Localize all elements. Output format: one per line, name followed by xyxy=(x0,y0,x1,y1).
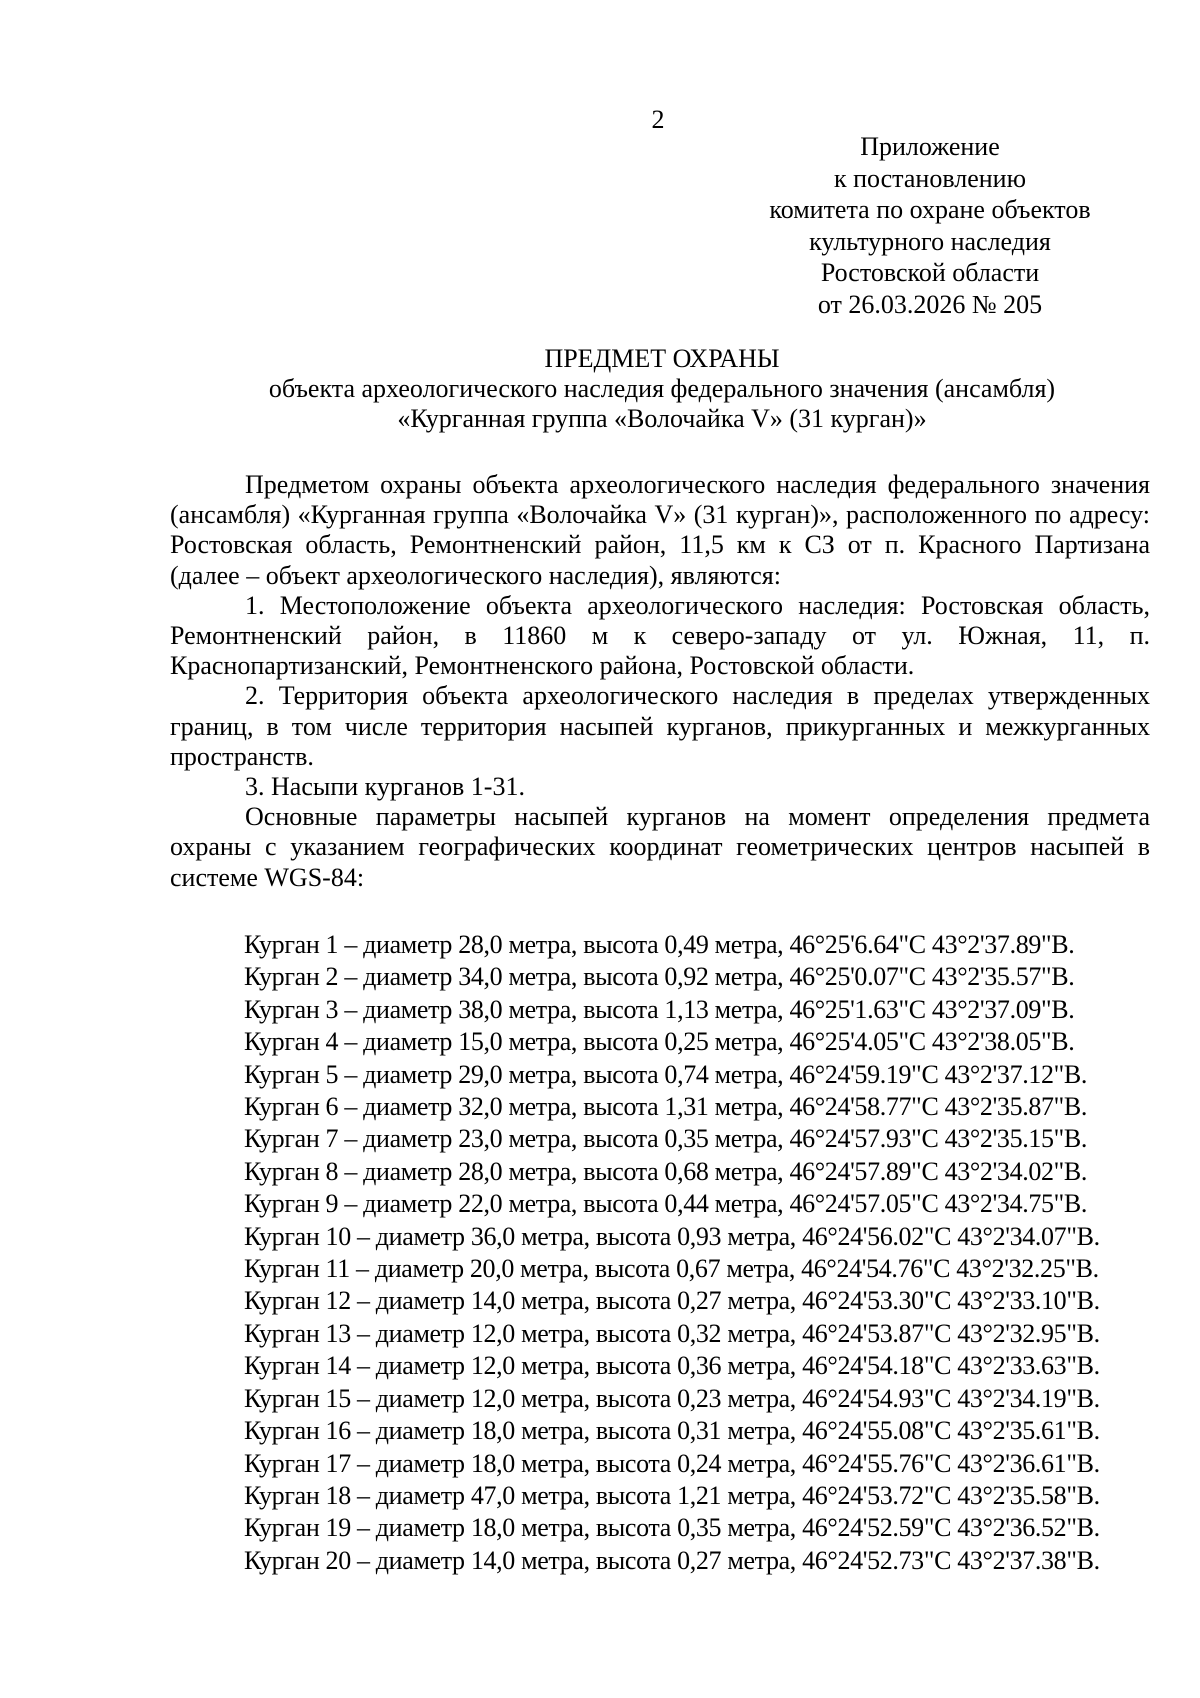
appendix-header xyxy=(720,131,1140,320)
kurgan-list-item: Курган 19 – диаметр 18,0 метра, высота 0,35 метра, 46°24'52.59"С 43°2'36.52"В. xyxy=(244,1513,1100,1543)
page-number: 2 xyxy=(651,105,665,134)
appendix-line: Приложение xyxy=(860,132,1000,161)
appendix-line: к постановлению xyxy=(833,163,1027,193)
kurgan-list-item: Курган 1 – диаметр 28,0 метра, высота 0,49 метра, 46°25'6.64"С 43°2'37.89"В. xyxy=(244,930,1075,959)
kurgan-list-item: Курган 4 – диаметр 15,0 метра, высота 0,25 метра, 46°25'4.05"С 43°2'38.05"В. xyxy=(244,1027,1075,1057)
kurgan-list-item: Курган 8 – диаметр 28,0 метра, высота 0,68 метра, 46°24'57.89"С 43°2'34.02"В. xyxy=(244,1156,1088,1186)
appendix-line: комитета по охране объектов xyxy=(769,195,1091,224)
body-text xyxy=(170,470,1150,893)
kurgan-list-item: Курган 2 – диаметр 34,0 метра, высота 0,92 метра, 46°25'0.07"С 43°2'35.57"В. xyxy=(244,962,1075,992)
kurgan-list xyxy=(244,929,1144,1577)
kurgan-list-item: Курган 16 – диаметр 18,0 метра, высота 0,31 метра, 46°24'55.08"С 43°2'35.61"В. xyxy=(244,1416,1100,1446)
appendix-line: Ростовской области xyxy=(820,258,1040,287)
kurgan-list-item: Курган 6 – диаметр 32,0 метра, высота 1,31 метра, 46°24'58.77"С 43°2'35.87"В. xyxy=(244,1092,1088,1122)
kurgan-list-item: Курган 15 – диаметр 12,0 метра, высота 0,23 метра, 46°24'54.93"С 43°2'34.19"В. xyxy=(244,1383,1100,1413)
appendix-line: культурного наследия xyxy=(809,226,1051,256)
kurgan-list-item: Курган 7 – диаметр 23,0 метра, высота 0,35 метра, 46°24'57.93"С 43°2'35.15"В. xyxy=(244,1124,1088,1154)
kurgan-list-item: Курган 14 – диаметр 12,0 метра, высота 0,36 метра, 46°24'54.18"С 43°2'33.63"В. xyxy=(244,1351,1100,1381)
parameters-intro-paragraph: Основные параметры насыпей курганов на момент определения предмета охраны с указанием географических координат геометрических центров насыпей в системе WGS-84: xyxy=(170,802,1150,892)
kurgan-list-item: Курган 12 – диаметр 14,0 метра, высота 0,27 метра, 46°24'53.30"С 43°2'33.10"В. xyxy=(244,1286,1100,1316)
kurgan-list-item: Курган 11 – диаметр 20,0 метра, высота 0,67 метра, 46°24'54.76"С 43°2'32.25"В. xyxy=(244,1254,1099,1284)
kurgan-list-item: Курган 18 – диаметр 47,0 метра, высота 1,21 метра, 46°24'53.72"С 43°2'35.58"В. xyxy=(244,1480,1100,1510)
item-territory-paragraph: 2. Территория объекта археологического наследия в пределах утвержденных границ, в том числе территория насыпей курганов, прикурганных и межкурганных пространств. xyxy=(170,681,1150,771)
intro-paragraph: Предметом охраны объекта археологического наследия федерального значения (ансамбля) «Курганная группа «Волочайка V» (31 курган)», расположенного по адресу: Ростовская область, Ремонтненский район, 11,5 км к СЗ от п. Красного Партизана (далее – объект археологического наследия), являются: xyxy=(170,470,1150,590)
kurgan-list-item: Курган 5 – диаметр 29,0 метра, высота 0,74 метра, 46°24'59.19"С 43°2'37.12"В. xyxy=(244,1059,1088,1089)
kurgan-list-item: Курган 9 – диаметр 22,0 метра, высота 0,44 метра, 46°24'57.05"С 43°2'34.75"В. xyxy=(244,1189,1088,1219)
kurgan-list-item: Курган 13 – диаметр 12,0 метра, высота 0,32 метра, 46°24'53.87"С 43°2'32.95"В. xyxy=(244,1318,1100,1348)
title-subline: объекта археологического наследия федерального значения (ансамбля) xyxy=(268,374,1056,403)
kurgan-list-item: Курган 3 – диаметр 38,0 метра, высота 1,13 метра, 46°25'1.63"С 43°2'37.09"В. xyxy=(244,994,1075,1024)
kurgan-list-item: Курган 20 – диаметр 14,0 метра, высота 0,27 метра, 46°24'52.73"С 43°2'37.38"В. xyxy=(244,1545,1100,1575)
item-location-paragraph: 1. Местоположение объекта археологического наследия: Ростовская область, Ремонтненский район, в 11860 м к северо-западу от ул. Южная, 11, п. Краснопартизанский, Ремонтненского района, Ростовской области. xyxy=(170,590,1150,681)
title-heading: ПРЕДМЕТ ОХРАНЫ xyxy=(544,344,780,373)
item-mounds-paragraph: 3. Насыпи курганов 1-31. xyxy=(245,772,525,802)
document-title xyxy=(170,344,1154,434)
title-object-name: «Курганная группа «Волочайка V» (31 курган)» xyxy=(397,404,927,433)
kurgan-list-item: Курган 17 – диаметр 18,0 метра, высота 0,24 метра, 46°24'55.76"С 43°2'36.61"В. xyxy=(244,1448,1100,1478)
appendix-line: от 26.03.2026 № 205 xyxy=(817,289,1043,319)
kurgan-list-item: Курган 10 – диаметр 36,0 метра, высота 0,93 метра, 46°24'56.02"С 43°2'34.07"В. xyxy=(244,1221,1100,1251)
